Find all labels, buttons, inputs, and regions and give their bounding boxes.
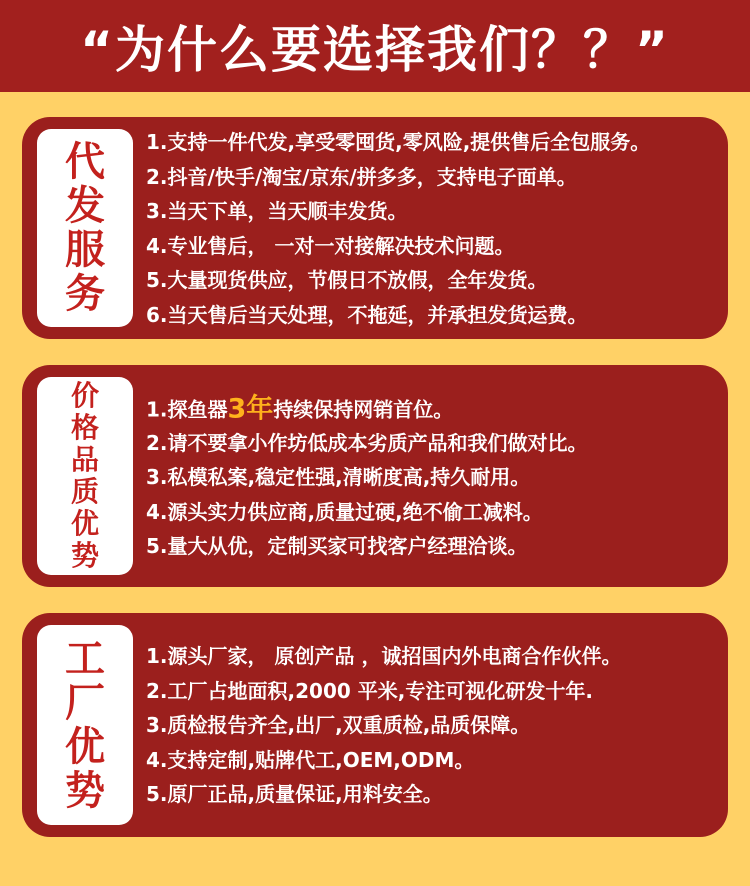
list-item: 6.当天售后当天处理，不拖延，并承担发货运费。 <box>146 302 588 327</box>
price-quality-label-char: 价 <box>70 379 99 412</box>
list-item: 5.原厂正品,质量保证,用料安全。 <box>146 782 443 806</box>
list-item: 4.源头实力供应商,质量过硬,绝不偷工减料。 <box>146 499 543 524</box>
price-quality-list <box>146 391 720 564</box>
service-label-box <box>37 129 133 327</box>
price-quality-label-char: 品 <box>70 443 99 476</box>
list-item-prefix: 1.探鱼器 <box>146 397 228 422</box>
factory-label-box <box>37 625 133 825</box>
list-item: 2.工厂占地面积,2000 平米,专注可视化研发十年. <box>146 678 593 703</box>
service-label-char: 服 <box>65 227 105 273</box>
list-item: 5.量大从优，定制买家可找客户经理洽谈。 <box>146 534 528 558</box>
factory-label-char: 厂 <box>65 680 105 726</box>
factory-label-char: 工 <box>65 636 105 682</box>
price-quality-label-char: 格 <box>70 411 99 444</box>
service-list <box>146 125 720 332</box>
list-item: 1.源头厂家， 原创产品 ，诚招国内外电商合作伙伴。 <box>146 644 622 668</box>
factory-list <box>146 639 720 812</box>
list-item: 2.抖音/快手/淘宝/京东/拼多多，支持电子面单。 <box>146 164 577 189</box>
list-item: 4.专业售后， 一对一对接解决技术问题。 <box>146 233 515 258</box>
service-label-char: 务 <box>65 271 105 317</box>
list-item: 4.支持定制,贴牌代工,OEM,ODM。 <box>146 747 475 772</box>
factory-label-char: 势 <box>65 768 105 814</box>
list-item: 5.大量现货供应，节假日不放假，全年发货。 <box>146 268 548 292</box>
list-item: 1.支持一件代发,享受零囤货,零风险,提供售后全包服务。 <box>146 130 651 154</box>
list-item: 3.私模私案,稳定性强,清晰度高,持久耐用。 <box>146 465 531 489</box>
service-label-char: 代 <box>65 139 105 185</box>
factory-label-char: 优 <box>65 724 105 770</box>
price-quality-label-char: 势 <box>70 539 99 572</box>
page-title: “为什么要选择我们？？” <box>80 21 670 79</box>
price-quality-label-box <box>37 377 133 575</box>
price-quality-label-char: 质 <box>70 475 99 508</box>
list-item: 2.请不要拿小作坊低成本劣质产品和我们做对比。 <box>146 430 588 455</box>
list-item-suffix: 持续保持网销首位。 <box>273 397 454 422</box>
highlight-years: 3年 <box>227 393 274 425</box>
price-quality-card <box>22 365 728 587</box>
service-card <box>22 117 728 339</box>
list-item: 3.质检报告齐全,出厂,双重质检,品质保障。 <box>146 713 531 737</box>
page-title-banner <box>0 0 750 92</box>
factory-card <box>22 613 728 837</box>
price-quality-label-char: 优 <box>70 507 99 540</box>
service-label-char: 发 <box>65 183 105 229</box>
list-item: 3.当天下单，当天顺丰发货。 <box>146 199 408 223</box>
list-item <box>146 391 720 426</box>
bottom-band <box>0 858 750 886</box>
